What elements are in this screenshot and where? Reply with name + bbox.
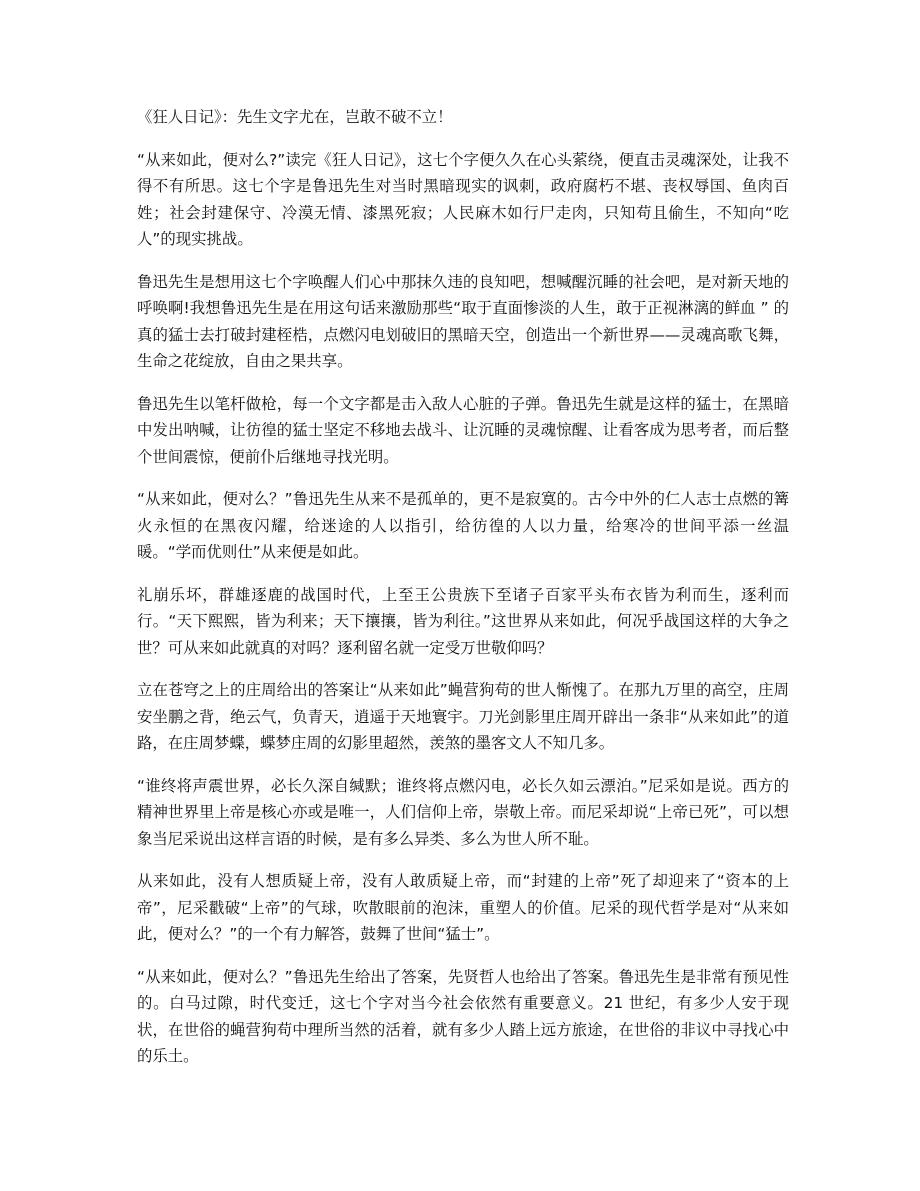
paragraph-4: “从来如此，便对么？”鲁迅先生从来不是孤单的，更不是寂寞的。古今中外的仁人志士点燃的篝火永恒的在黑夜闪耀，给迷途的人以指引，给彷徨的人以力量，给寒冷的世间平添一丝温暖。“学而优则仕”从来便是如此。 [137, 490, 789, 561]
paragraph-2: 鲁迅先生是想用这七个字唤醒人们心中那抹久违的良知吧，想喊醒沉睡的社会吧，是对新天地的呼唤啊!我想鲁迅先生是在用这句话来激励那些“取于直面惨淡的人生，敢于正视淋漓的鲜血 ” 的真的猛士去打破封建桎梏，点燃闪电划破旧的黑暗天空，创造出一个新世界——灵魂高歌飞舞，生命之花绽放，自由之果共享。 [137, 272, 789, 370]
paragraph-9: “从来如此，便对么？”鲁迅先生给出了答案，先贤哲人也给出了答案。鲁迅先生是非常有预见性的。白马过隙，时代变迁，这七个字对当今社会依然有重要意义。21 世纪，有多少人安于现状，在世俗的蝇营狗苟中理所当然的活着，就有多少人踏上远方旅途，在世俗的非议中寻找心中的乐土。 [137, 967, 789, 1065]
paragraph-8: 从来如此，没有人想质疑上帝，没有人敢质疑上帝，而“封建的上帝”死了却迎来了“资本的上帝”，尼采戳破“上帝”的气球，吹散眼前的泡沫，重塑人的价值。尼采的现代哲学是对“从来如此，便对么？”的一个有力解答，鼓舞了世间“猛士”。 [137, 872, 789, 943]
paragraph-6: 立在苍穹之上的庄周给出的答案让“从来如此”蝇营狗苟的世人惭愧了。在那九万里的高空，庄周安坐鹏之背，绝云气，负青天，逍遥于天地寰宇。刀光剑影里庄周开辟出一条非“从来如此”的道路，在庄周梦蝶，蝶梦庄周的幻影里超然，羡煞的墨客文人不知几多。 [137, 681, 789, 752]
article-title: 《狂人日记》：先生文字尤在，岂敢不破不立！ [137, 108, 453, 126]
paragraph-7: “谁终将声震世界，必长久深自缄默；谁终将点燃闪电，必长久如云漂泊。”尼采如是说。西方的精神世界里上帝是核心亦或是唯一，人们信仰上帝，崇敬上帝。而尼采却说“上帝已死”，可以想象当尼采说出这样言语的时候，是有多么异类、多么为世人所不耻。 [137, 776, 789, 848]
article-body [137, 104, 789, 1086]
paragraph-5: 礼崩乐坏，群雄逐鹿的战国时代，上至王公贵族下至诸子百家平头布衣皆为利而生，逐利而行。“天下熙熙，皆为利来；天下攘攘，皆为利往。”这世界从来如此，何况乎战国这样的大争之世？可从来如此就真的对吗？逐利留名就一定受万世敬仰吗？ [137, 585, 789, 657]
paragraph-3: 鲁迅先生以笔杆做枪，每一个文字都是击入敌人心脏的子弹。鲁迅先生就是这样的猛士，在黑暗中发出呐喊，让彷徨的猛士坚定不移地去战斗、让沉睡的灵魂惊醒、让看客成为思考者，而后整个世间震惊，便前仆后继地寻找光明。 [137, 394, 789, 466]
paragraph-1: “从来如此，便对么?”读完《狂人日记》，这七个字便久久在心头萦绕，便直击灵魂深处，让我不得不有所思。这七个字是鲁迅先生对当时黑暗现实的讽刺，政府腐朽不堪、丧权辱国、鱼肉百姓；社会封建保守、冷漠无情、漆黑死寂；人民麻木如行尸走肉，只知苟且偷生，不知向“吃人”的现实挑战。 [137, 150, 789, 248]
